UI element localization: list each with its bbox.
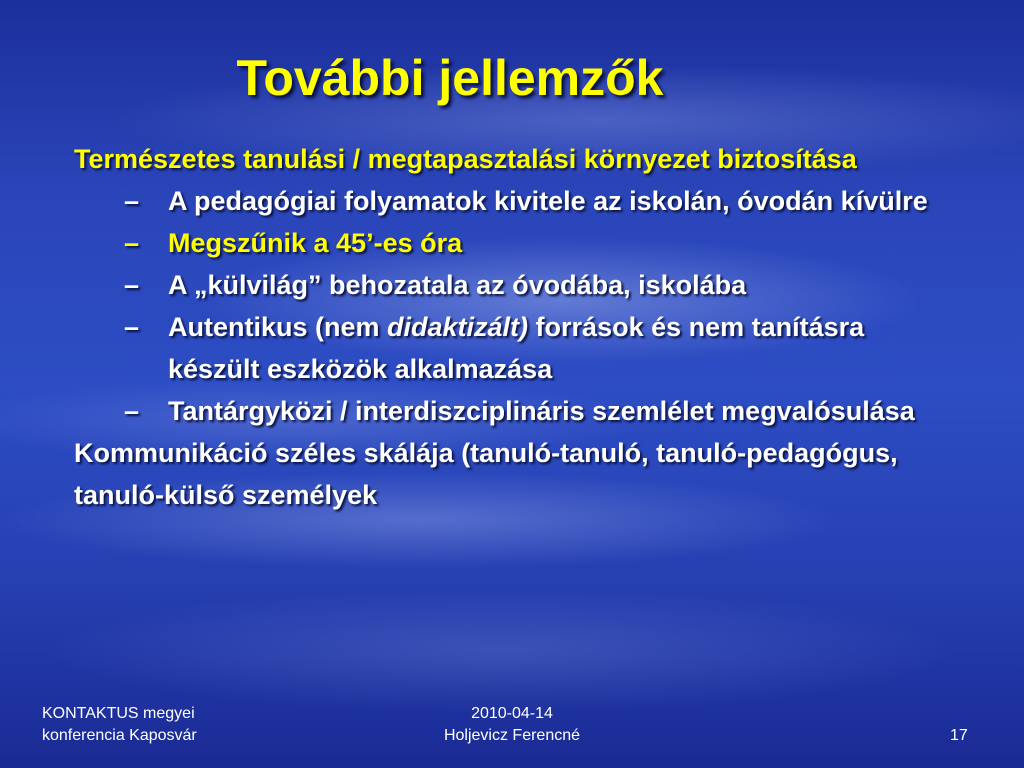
- dash-marker: –: [124, 312, 140, 342]
- sub-bullet-text: Megszűnik a 45’-es óra: [168, 228, 463, 258]
- sub-bullet-text: A „külvilág” behozatala az óvodába, iskolába: [168, 270, 747, 300]
- dash-marker: –: [124, 396, 140, 426]
- dash-marker: –: [124, 186, 140, 216]
- slide-content: [74, 138, 954, 516]
- sub-bullet-text: Tantárgyközi / interdiszciplináris szemlélet megvalósulása: [168, 396, 915, 426]
- bullet-communication: Kommunikáció széles skálája (tanuló-tanuló, tanuló-pedagógus, tanuló-külső személyek: [74, 438, 898, 510]
- footer-conference: [42, 703, 197, 747]
- slide-number: 17: [950, 727, 968, 744]
- sub-bullet-text: Autentikus (nem: [168, 312, 388, 342]
- slide-title: További jellemzők: [236, 50, 664, 106]
- bullet-natural-learning: Természetes tanulási / megtapasztalási környezet biztosítása: [74, 144, 857, 174]
- sub-bullet-outside-world: [74, 264, 954, 306]
- sub-bullet-authentic-sources: [74, 306, 954, 390]
- footer-author: Holjevicz Ferencné: [443, 727, 581, 744]
- sub-bullet-text: A pedagógiai folyamatok kivitele az iskolán, óvodán kívülre: [168, 186, 928, 216]
- footer-date-author: [400, 703, 624, 747]
- footer-date: 2010-04-14: [471, 705, 553, 722]
- sub-bullet-45-minute: [74, 222, 954, 264]
- footer-conference-line2: konferencia Kaposvár: [42, 727, 197, 744]
- sub-bullet-text: források és nem tanításra készült eszközök alkalmazása: [168, 312, 865, 384]
- sub-bullet-outside-school: [74, 180, 954, 222]
- footer-conference-line1: KONTAKTUS megyei: [42, 705, 195, 722]
- dash-marker: –: [124, 228, 140, 258]
- sub-bullet-italic-text: didaktizált): [387, 312, 529, 342]
- sub-bullet-interdisciplinary: [74, 390, 954, 432]
- dash-marker: –: [124, 270, 140, 300]
